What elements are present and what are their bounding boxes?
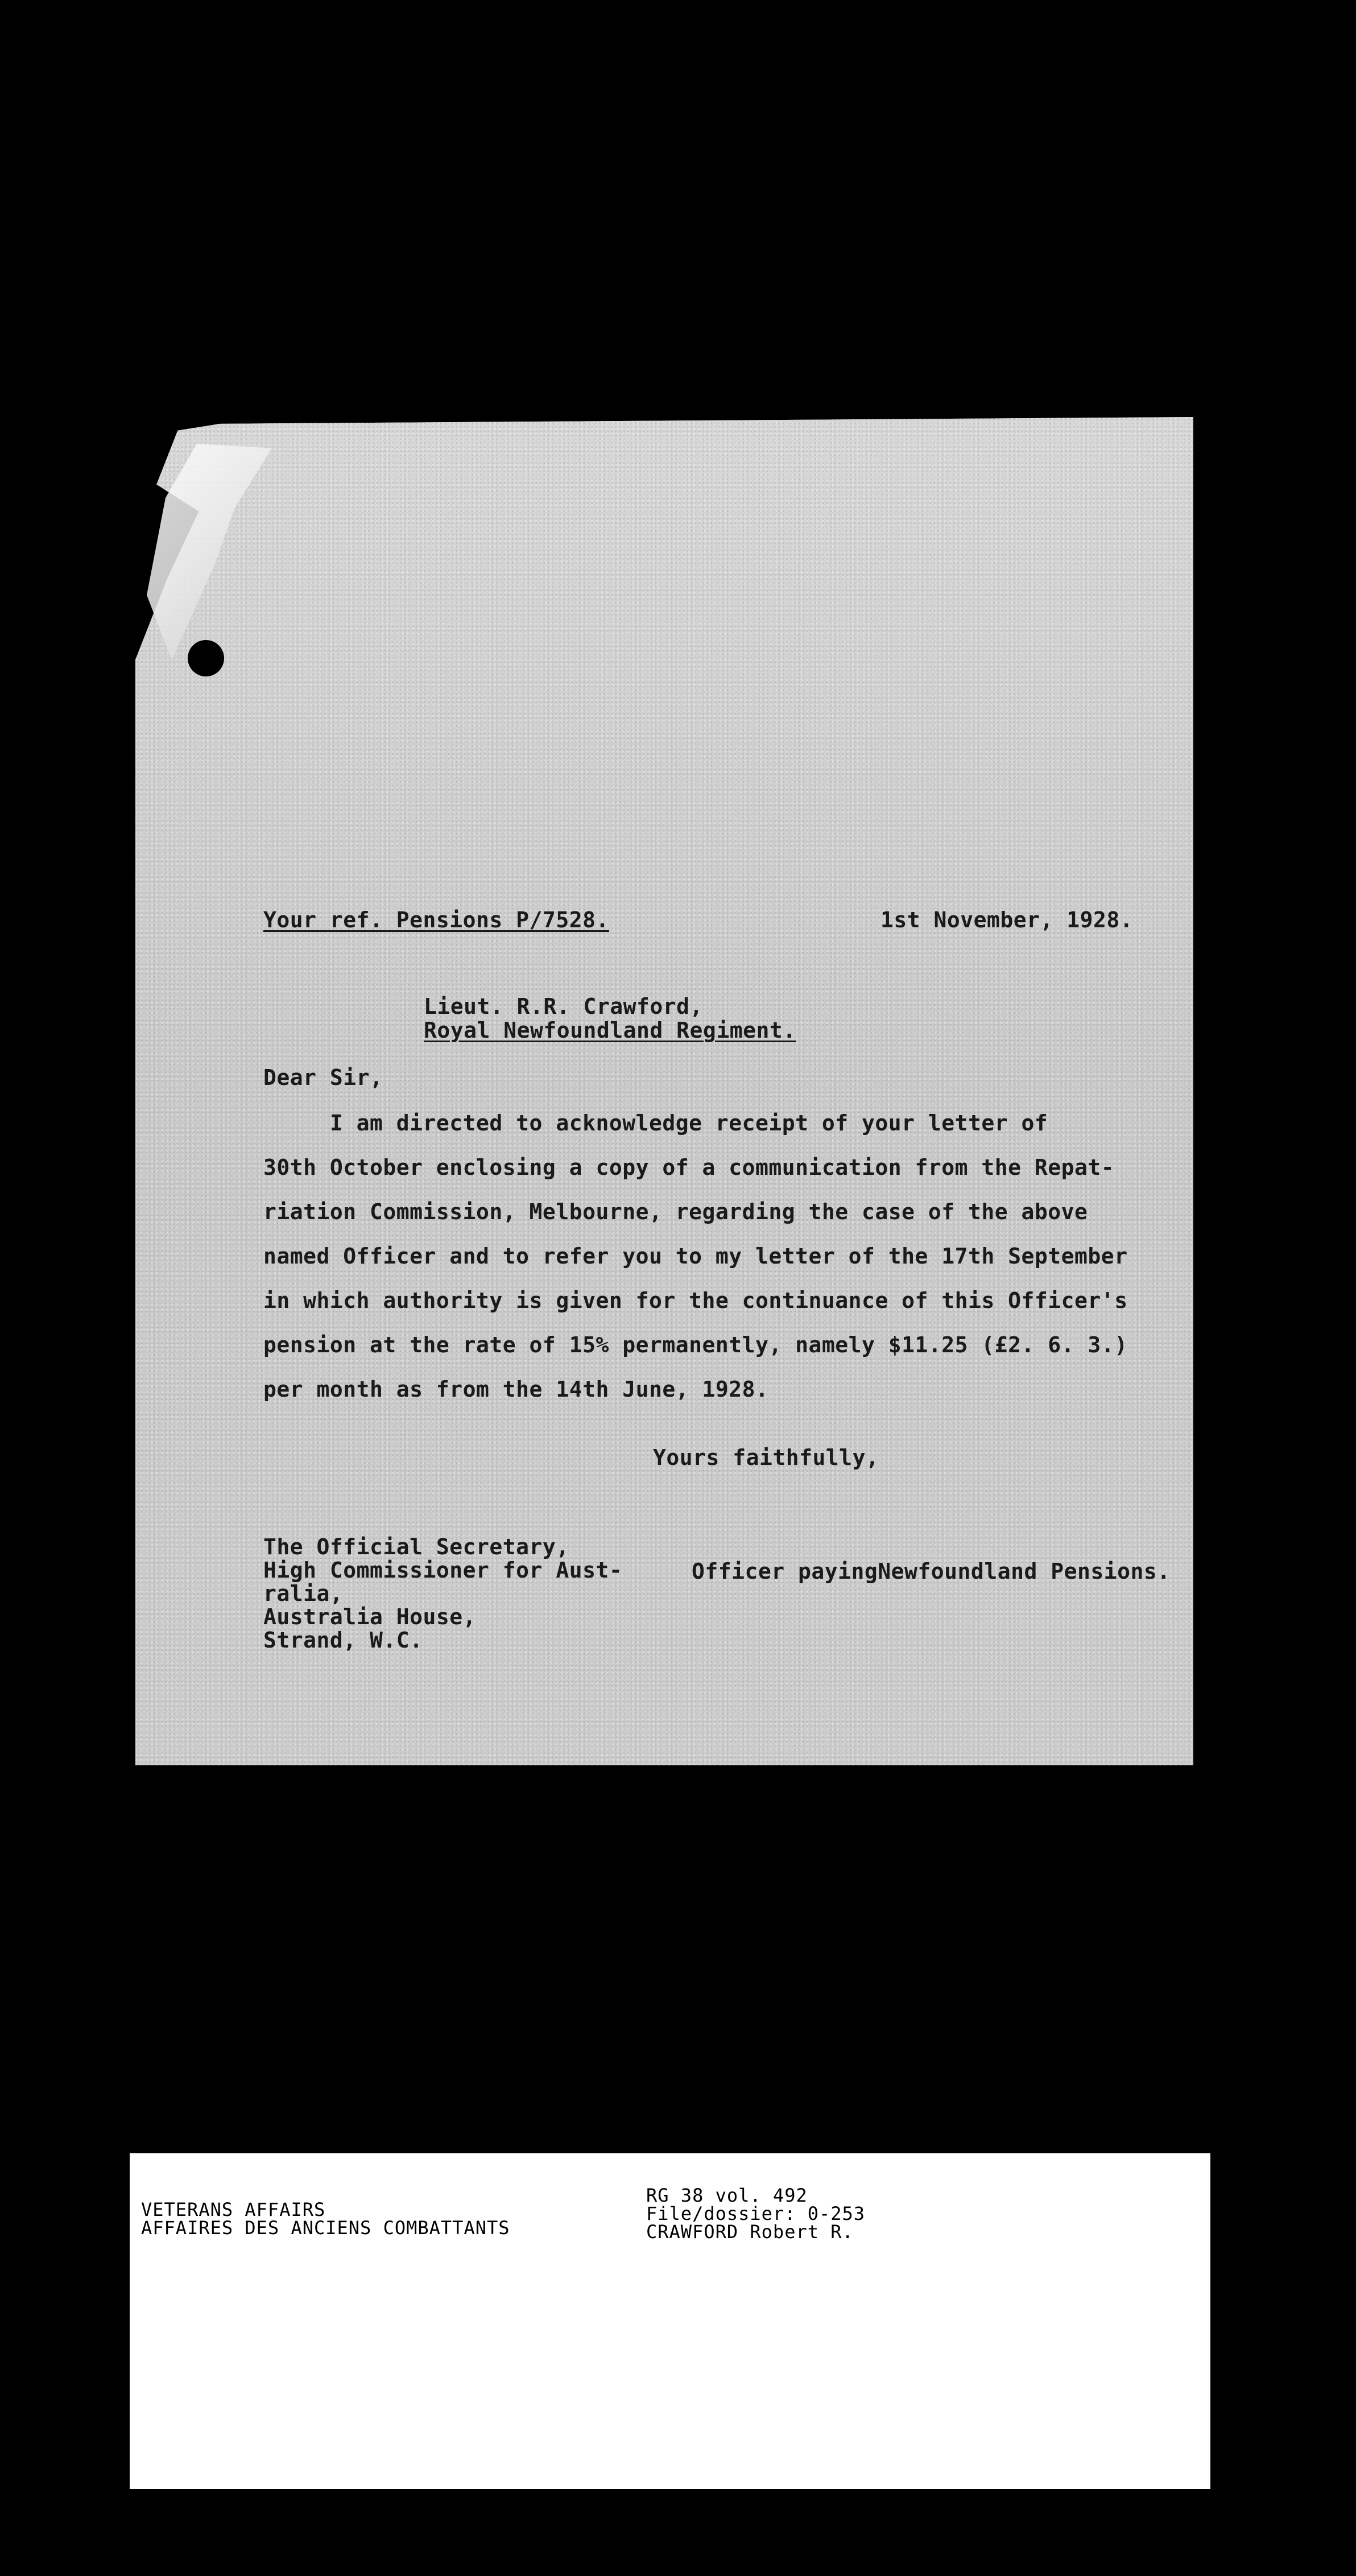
closing: Yours faithfully,: [653, 1445, 879, 1470]
recipient-line: High Commissioner for Aust-: [263, 1558, 623, 1583]
label-volume: RG 38 vol. 492: [646, 2185, 808, 2206]
addressee-name: Lieut. R.R. Crawford,: [424, 994, 703, 1019]
label-dept-en: VETERANS AFFAIRS: [141, 2199, 326, 2220]
addressee-unit: Royal Newfoundland Regiment.: [424, 1018, 796, 1043]
body-line: in which authority is given for the continuance of this Officer's: [263, 1288, 1128, 1313]
body-line: pension at the rate of 15% permanently, namely $11.25 (£2. 6. 3.): [263, 1332, 1128, 1357]
body-line: riation Commission, Melbourne, regarding the case of the above: [263, 1199, 1088, 1224]
label-name: CRAWFORD Robert R.: [646, 2221, 854, 2243]
label-file: File/dossier: 0-253: [646, 2203, 866, 2224]
recipient-line: The Official Secretary,: [263, 1534, 569, 1559]
signatory-title: Officer payingNewfoundland Pensions.: [692, 1559, 1171, 1584]
recipient-line: Australia House,: [263, 1604, 477, 1629]
letter-date: 1st November, 1928.: [880, 907, 1134, 932]
salutation: Dear Sir,: [263, 1065, 383, 1090]
recipient-line: ralia,: [263, 1581, 344, 1606]
body-line: 30th October enclosing a copy of a communication from the Repat-: [263, 1155, 1115, 1180]
punch-hole: [188, 640, 224, 676]
label-dept-fr: AFFAIRES DES ANCIENS COMBATTANTS: [141, 2217, 510, 2239]
body-line: I am directed to acknowledge receipt of your letter of: [263, 1111, 1048, 1136]
body-line: per month as from the 14th June, 1928.: [263, 1377, 769, 1402]
body-line: named Officer and to refer you to my letter of the 17th September: [263, 1244, 1128, 1269]
reference-line: Your ref. Pensions P/7528.: [263, 907, 609, 932]
archive-label: [130, 2153, 1210, 2489]
recipient-line: Strand, W.C.: [263, 1628, 423, 1653]
